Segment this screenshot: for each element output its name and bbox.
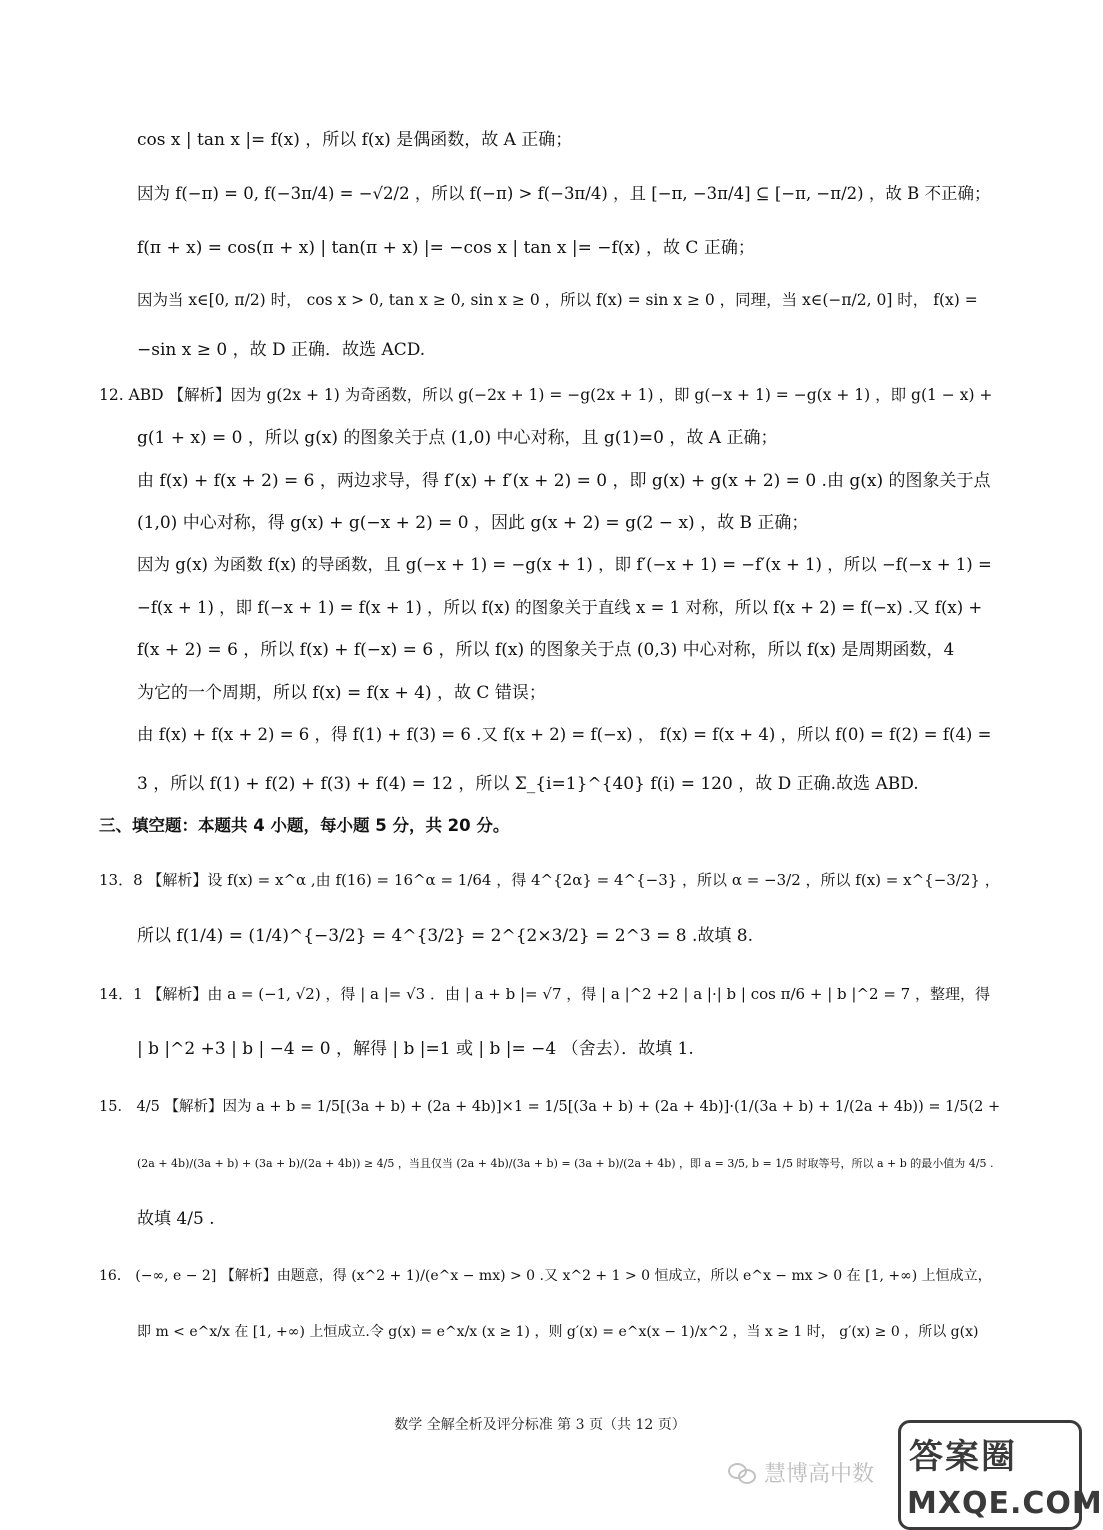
text-line: f(x + 2) = 6 ，所以 f(x) + f(−x) = 6 ，所以 f(x) 的图象关于点 (0,3) 中心对称，所以 f(x) 是周期函数，4 (137, 640, 955, 660)
watermark-text: 慧博高中数 (764, 1461, 875, 1487)
question-13: 13．8 【解析】设 f(x) = x^α ,由 f(16) = 16^α = 1/64 ，得 4^{2α} = 4^{−3} ，所以 α = −3/2 ，所以 f(x) = x^{−3/2} ， (99, 871, 1000, 889)
text-line: 3 ，所以 f(1) + f(2) + f(3) + f(4) = 12 ，所以 Σ_{i=1}^{40} f(i) = 120 ，故 D 正确.故选 ABD. (137, 774, 919, 794)
text-line: (2a + 4b)/(3a + b) + (3a + b)/(2a + 4b)) ≥ 4/5 ，当且仅当 (2a + 4b)/(3a + b) = (3a + b)/(2a + 4b) ，即 a = 3/5, b = 1/5 时取等号，所以 a + b 的最小值为 4/5 . (137, 1157, 994, 1170)
text-line: 为它的一个周期，所以 f(x) = f(x + 4) ，故 C 错误； (137, 683, 546, 703)
text-line: 故填 4/5 . (137, 1209, 215, 1229)
question-16: 16． (−∞, e − 2] 【解析】由题意，得 (x^2 + 1)/(e^x − mx) > 0 .又 x^2 + 1 > 0 恒成立，所以 e^x − mx > 0 在 [1, +∞) 上恒成立， (99, 1268, 992, 1284)
section-heading: 三、填空题：本题共 4 小题，每小题 5 分，共 20 分。 (99, 816, 510, 835)
text-line: 由 f(x) + f(x + 2) = 6 ，得 f(1) + f(3) = 6 .又 f(x + 2) = f(−x) ， f(x) = f(x + 4) ，所以 f(0) = f(2) = f(4) = (137, 725, 992, 744)
question-14: 14．1 【解析】由 a = (−1, √2) ，得 | a |= √3 ．由 | a + b |= √7 ，得 | a |^2 +2 | a |·| b | cos π/6 + | b |^2 = 7 ，整理，得 (99, 985, 990, 1003)
text-line: f(π + x) = cos(π + x) | tan(π + x) |= −cos x | tan x |= −f(x) ，故 C 正确； (137, 238, 755, 258)
text-line: cos x | tan x |= f(x) ，所以 f(x) 是偶函数，故 A 正确； (137, 130, 573, 150)
logo-bottom-text: MXQE.COM (907, 1486, 1103, 1521)
text-line: 因为 f(−π) = 0, f(−3π/4) = −√2/2 ，所以 f(−π) > f(−3π/4) ，且 [−π, −3π/4] ⊆ [−π, −π/2) ，故 B 不正确； (137, 184, 991, 203)
text-line: 因为 g(x) 为函数 f(x) 的导函数，且 g(−x + 1) = −g(x + 1) ，即 f′(−x + 1) = −f′(x + 1) ，所以 −f(−x + 1) = (137, 555, 992, 574)
text-line: 由 f(x) + f(x + 2) = 6 ，两边求导，得 f′(x) + f′(x + 2) = 0 ，即 g(x) + g(x + 2) = 0 .由 g(x) 的图象关于点 (137, 471, 991, 491)
watermark (728, 1452, 874, 1492)
text-line: 所以 f(1/4) = (1/4)^{−3/2} = 4^{3/2} = 2^{2×3/2} = 2^3 = 8 .故填 8. (137, 926, 753, 946)
logo-top-text: 答案圈 (909, 1437, 1017, 1477)
text-line: (1,0) 中心对称，得 g(x) + g(−x + 2) = 0 ，因此 g(x + 2) = g(2 − x) ，故 B 正确； (137, 513, 809, 533)
page-footer: 数学 全解全析及评分标准 第 3 页（共 12 页） (394, 1417, 686, 1433)
text-line: 因为当 x∈[0, π/2) 时， cos x > 0, tan x ≥ 0, sin x ≥ 0 ，所以 f(x) = sin x ≥ 0 ，同理，当 x∈(−π/2, 0] 时， f(x) = (137, 291, 978, 309)
wechat-icon (728, 1461, 756, 1483)
text-line: 即 m < e^x/x 在 [1, +∞) 上恒成立.令 g(x) = e^x/x (x ≥ 1) ，则 g′(x) = e^x(x − 1)/x^2 ，当 x ≥ 1 时， g′(x) ≥ 0 ，所以 g(x) (137, 1324, 979, 1340)
question-12: 12. ABD 【解析】因为 g(2x + 1) 为奇函数，所以 g(−2x + 1) = −g(2x + 1) ，即 g(−x + 1) = −g(x + 1) ，即 g(1 − x) + (99, 386, 993, 404)
site-logo (898, 1420, 1103, 1530)
text-line: −f(x + 1) ，即 f(−x + 1) = f(x + 1) ，所以 f(x) 的图象关于直线 x = 1 对称，所以 f(x + 2) = f(−x) .又 f(x) + (137, 598, 983, 617)
text-line: −sin x ≥ 0 ，故 D 正确．故选 ACD. (137, 340, 426, 360)
text-line: g(1 + x) = 0 ，所以 g(x) 的图象关于点 (1,0) 中心对称，且 g(1)=0 ，故 A 正确； (137, 428, 778, 448)
text-line: | b |^2 +3 | b | −4 = 0 ，解得 | b |=1 或 | b |= −4 （舍去）．故填 1. (137, 1039, 694, 1059)
question-15: 15． 4/5 【解析】因为 a + b = 1/5[(3a + b) + (2a + 4b)]×1 = 1/5[(3a + b) + (2a + 4b)]·(1/(3a + b) + 1/(2a + 4b)) = 1/5(2 + (99, 1099, 1001, 1115)
